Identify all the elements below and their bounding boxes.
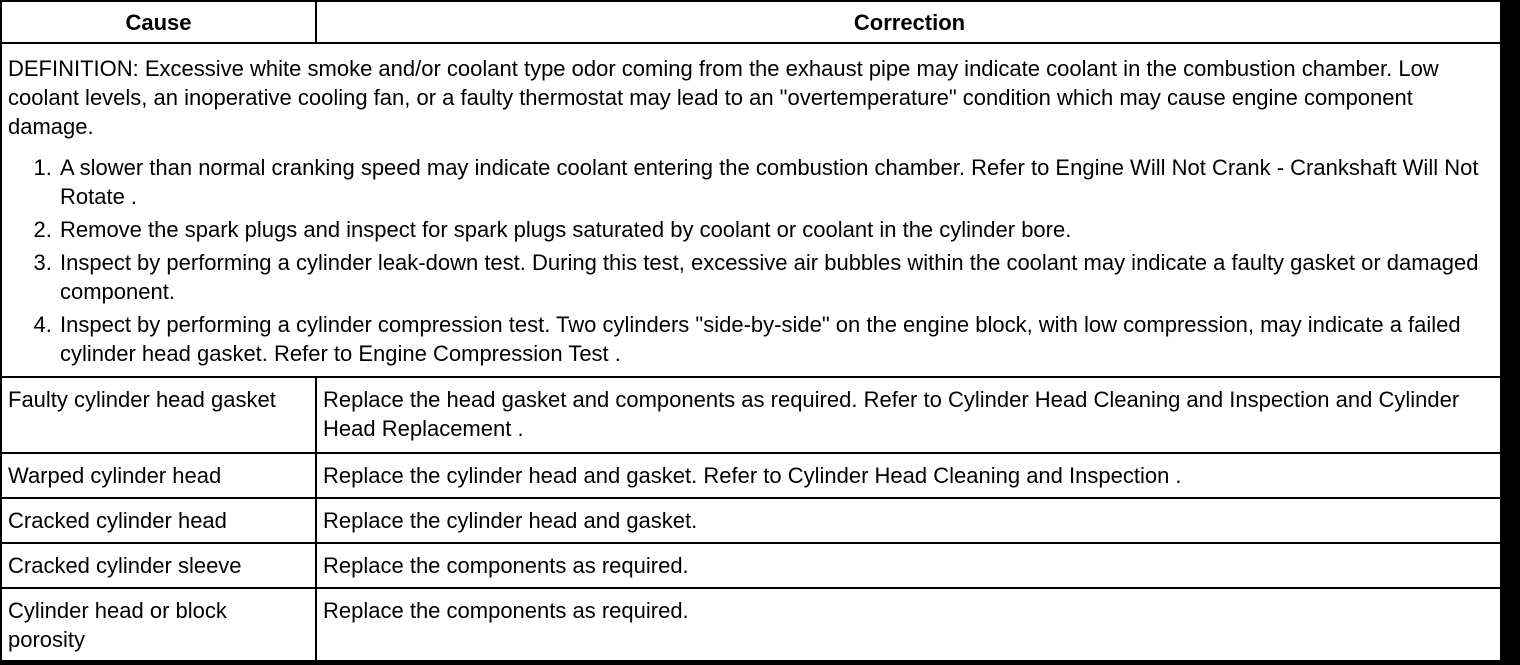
diagnostic-step: 2. Remove the spark plugs and inspect for spark plugs saturated by coolant or coolant in the cylinder bore. [58, 215, 1496, 244]
cause-cell: Cylinder head or block porosity [2, 588, 316, 664]
diagnostic-step: 3. Inspect by performing a cylinder leak-down test. During this test, excessive air bubbles within the coolant may indicate a faulty gasket or damaged component. [58, 248, 1496, 306]
diagnostic-step: 4. Inspect by performing a cylinder compression test. Two cylinders "side-by-side" on the engine block, with low compression, may indicate a failed cylinder head gasket. Refer to Engine Compression Test . [58, 310, 1496, 368]
table-row [2, 453, 1502, 498]
correction-cell: Replace the components as required. [316, 543, 1502, 588]
correction-cell: Replace the head gasket and components as required. Refer to Cylinder Head Cleaning and Inspection and Cylinder Head Replacement . [316, 377, 1502, 453]
cause-cell: Faulty cylinder head gasket [2, 377, 316, 453]
correction-column-header: Correction [316, 2, 1502, 43]
definition-text: DEFINITION: Excessive white smoke and/or coolant type odor coming from the exhaust pipe may indicate coolant in the combustion chamber. Low coolant levels, an inoperative cooling fan, or a faulty thermostat may lead to an "overtemperature" condition which may cause engine component damage. [8, 56, 1439, 139]
correction-cell: Replace the cylinder head and gasket. [316, 498, 1502, 543]
cause-cell: Cracked cylinder sleeve [2, 543, 316, 588]
table-row [2, 588, 1502, 664]
cause-cell: Cracked cylinder head [2, 498, 316, 543]
table-row [2, 498, 1502, 543]
definition-cell [2, 43, 1502, 377]
table-row [2, 377, 1502, 453]
cause-column-header: Cause [2, 2, 316, 43]
table-header-row [2, 2, 1502, 43]
definition-row [2, 43, 1502, 377]
correction-cell: Replace the cylinder head and gasket. Refer to Cylinder Head Cleaning and Inspection . [316, 453, 1502, 498]
diagnostic-steps-list [8, 153, 1496, 368]
diagnostic-table [2, 2, 1502, 665]
cause-cell: Warped cylinder head [2, 453, 316, 498]
diagnostic-step: 1. A slower than normal cranking speed may indicate coolant entering the combustion chamber. Refer to Engine Will Not Crank - Crankshaft Will Not Rotate . [58, 153, 1496, 211]
correction-cell: Replace the components as required. [316, 588, 1502, 664]
table-row [2, 543, 1502, 588]
